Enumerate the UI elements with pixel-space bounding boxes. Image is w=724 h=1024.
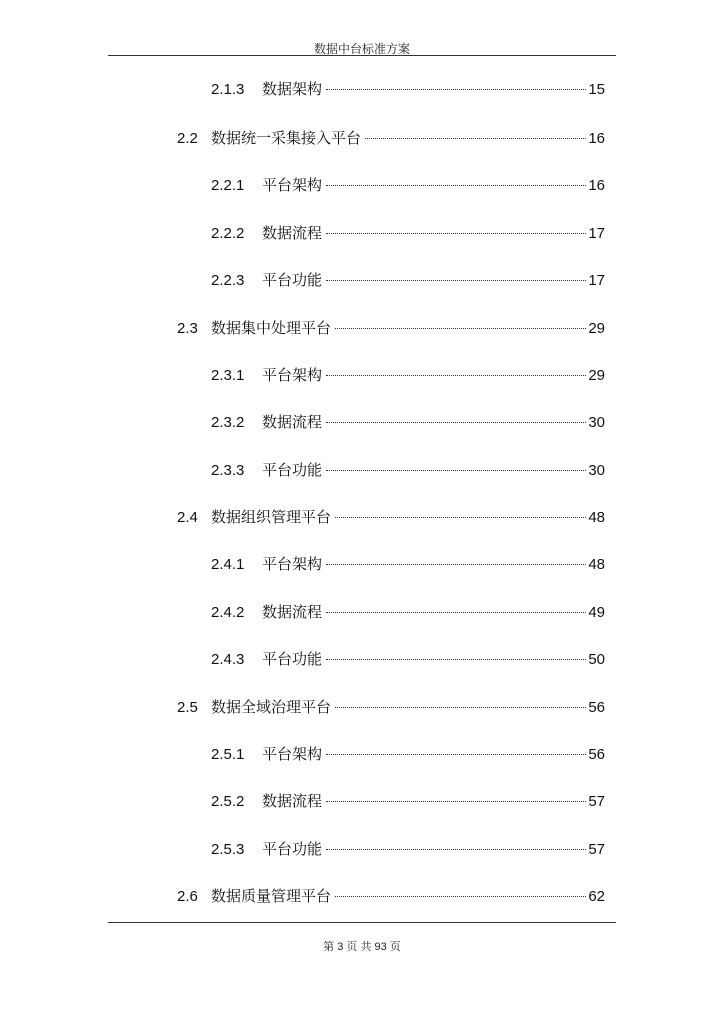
toc-entry-title: 数据全域治理平台: [211, 699, 332, 716]
toc-entry-page: 49: [588, 604, 605, 621]
toc-entry-page: 57: [588, 793, 605, 810]
toc-entry-page: 16: [588, 177, 605, 194]
toc-dot-leader: [326, 233, 586, 234]
toc-entry-page: 15: [588, 81, 605, 98]
toc-entry-number: 2.2.3: [211, 272, 245, 289]
toc-entry[interactable]: [211, 79, 605, 101]
toc-entry-number: 2.2.1: [211, 177, 245, 194]
toc-entry-number: 2.3.1: [211, 367, 245, 384]
toc-entry[interactable]: [211, 839, 605, 861]
toc-entry[interactable]: [211, 649, 605, 671]
toc-entry-number: 2.1.3: [211, 81, 245, 98]
toc-entry-page: 29: [588, 367, 605, 384]
toc-entry-number: 2.5.3: [211, 841, 245, 858]
toc-entry-page: 50: [588, 651, 605, 668]
toc-entry-title: 数据质量管理平台: [211, 888, 332, 905]
toc-entry-number: 2.5: [177, 699, 198, 716]
toc-entry[interactable]: [211, 412, 605, 434]
page-number-footer: 第 3 页 共 93 页: [323, 941, 401, 953]
toc-entry-title: 平台架构: [262, 177, 323, 194]
toc-entry-page: 62: [588, 888, 605, 905]
toc-entry-title: 平台功能: [262, 272, 323, 289]
toc-entry-title: 平台功能: [262, 651, 323, 668]
toc-entry-page: 30: [588, 414, 605, 431]
toc-entry-title: 平台功能: [262, 841, 323, 858]
toc-entry-page: 48: [588, 509, 605, 526]
toc-entry[interactable]: [211, 175, 605, 197]
toc-entry-title: 数据流程: [262, 225, 323, 242]
toc-dot-leader: [326, 754, 586, 755]
toc-dot-leader: [326, 89, 586, 90]
toc-entry-title: 数据组织管理平台: [211, 509, 332, 526]
toc-dot-leader: [326, 564, 586, 565]
toc-entry[interactable]: [211, 223, 605, 245]
toc-entry-title: 数据流程: [262, 793, 323, 810]
toc-entry-number: 2.5.2: [211, 793, 245, 810]
toc-entry[interactable]: [211, 460, 605, 482]
toc-entry-title: 平台架构: [262, 556, 323, 573]
toc-dot-leader: [335, 328, 586, 329]
toc-dot-leader: [326, 612, 586, 613]
toc-entry[interactable]: [211, 602, 605, 624]
toc-dot-leader: [326, 375, 586, 376]
toc-entry-page: 17: [588, 272, 605, 289]
toc-entry-number: 2.4.3: [211, 651, 245, 668]
toc-entry-title: 数据流程: [262, 604, 323, 621]
toc-entry-number: 2.3: [177, 320, 198, 337]
toc-dot-leader: [335, 517, 586, 518]
toc-entry-number: 2.4.1: [211, 556, 245, 573]
toc-dot-leader: [326, 470, 586, 471]
footer-divider: [108, 922, 616, 923]
toc-entry-title: 平台功能: [262, 462, 323, 479]
toc-entry-title: 数据统一采集接入平台: [211, 130, 362, 147]
toc-entry-title: 数据流程: [262, 414, 323, 431]
toc-dot-leader: [326, 280, 586, 281]
toc-entry-number: 2.3.2: [211, 414, 245, 431]
toc-entry-page: 56: [588, 699, 605, 716]
toc-entry[interactable]: [177, 697, 605, 719]
toc-entry-page: 56: [588, 746, 605, 763]
toc-entry-page: 17: [588, 225, 605, 242]
toc-entry-number: 2.5.1: [211, 746, 245, 763]
toc-entry-title: 平台架构: [262, 367, 323, 384]
toc-entry-title: 平台架构: [262, 746, 323, 763]
toc-entry[interactable]: [211, 365, 605, 387]
page-header-title: 数据中台标准方案: [313, 42, 410, 56]
toc-entry[interactable]: [211, 744, 605, 766]
toc-dot-leader: [326, 659, 586, 660]
toc-dot-leader: [335, 896, 586, 897]
toc-entry[interactable]: [211, 270, 605, 292]
toc-entry[interactable]: [177, 886, 605, 908]
toc-entry-page: 30: [588, 462, 605, 479]
toc-entry[interactable]: [177, 128, 605, 150]
toc-entry[interactable]: [211, 554, 605, 576]
toc-entry-number: 2.4.2: [211, 604, 245, 621]
toc-entry-page: 57: [588, 841, 605, 858]
toc-entry[interactable]: [211, 791, 605, 813]
toc-entry[interactable]: [177, 318, 605, 340]
toc-entry-page: 29: [588, 320, 605, 337]
toc-dot-leader: [326, 801, 586, 802]
toc-dot-leader: [326, 849, 586, 850]
toc-entry-number: 2.3.3: [211, 462, 245, 479]
toc-entry-page: 16: [588, 130, 605, 147]
toc-dot-leader: [326, 422, 586, 423]
toc-entry-number: 2.4: [177, 509, 198, 526]
toc-entry-number: 2.2: [177, 130, 198, 147]
toc-dot-leader: [335, 707, 586, 708]
toc-dot-leader: [365, 138, 586, 139]
toc-entry-page: 48: [588, 556, 605, 573]
toc-dot-leader: [326, 185, 586, 186]
toc-entry-title: 数据架构: [262, 81, 323, 98]
toc-entry-number: 2.2.2: [211, 225, 245, 242]
toc-entry-number: 2.6: [177, 888, 198, 905]
toc-entry-title: 数据集中处理平台: [211, 320, 332, 337]
toc-entry[interactable]: [177, 507, 605, 529]
